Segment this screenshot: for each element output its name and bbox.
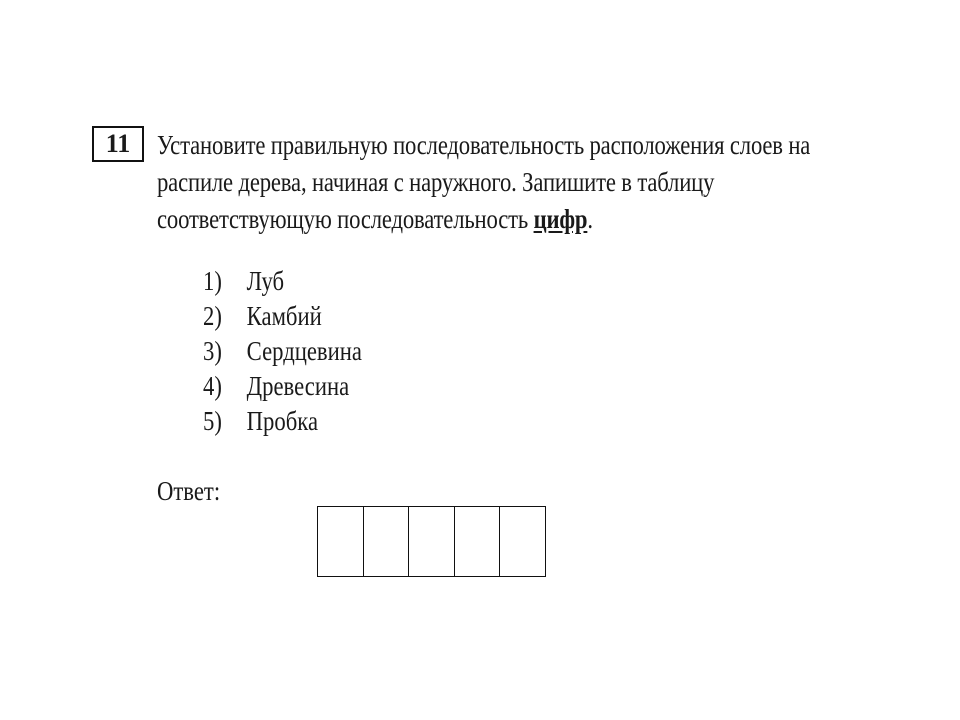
list-item [203,334,362,369]
answer-cell-4[interactable] [455,507,501,576]
option-text: Пробка [246,406,319,436]
task-number-label: 11 [105,129,131,158]
answer-cell-3[interactable] [409,507,455,576]
question-line-1: Установите правильную последовательность расположения слоев на [157,130,811,160]
options-list [203,264,362,439]
list-item [203,404,362,439]
option-text: Сердцевина [246,336,362,366]
answer-cell-5[interactable] [500,507,546,576]
option-number: 2) [203,301,222,331]
question-line-3-text: соответствующую последовательность [157,204,534,234]
answer-cell-2[interactable] [364,507,410,576]
option-number: 3) [203,336,222,366]
question-text [157,127,811,238]
option-text: Древесина [246,371,350,401]
question-line-2: распиле дерева, начиная с наружного. Запишите в таблицу [157,167,715,197]
option-number: 4) [203,371,222,401]
option-number: 5) [203,406,222,436]
option-text: Луб [246,266,285,296]
trailing-punctuation: . [587,204,593,234]
option-text: Камбий [246,301,322,331]
list-item [203,264,362,299]
list-item [203,299,362,334]
answer-grid [317,506,546,577]
option-number: 1) [203,266,222,296]
list-item [203,369,362,404]
question-line-3 [157,201,795,238]
answer-label: Ответ: [157,476,221,506]
answer-cell-1[interactable] [318,507,364,576]
task-number [92,126,144,162]
emphasis-word: цифр [533,204,588,234]
